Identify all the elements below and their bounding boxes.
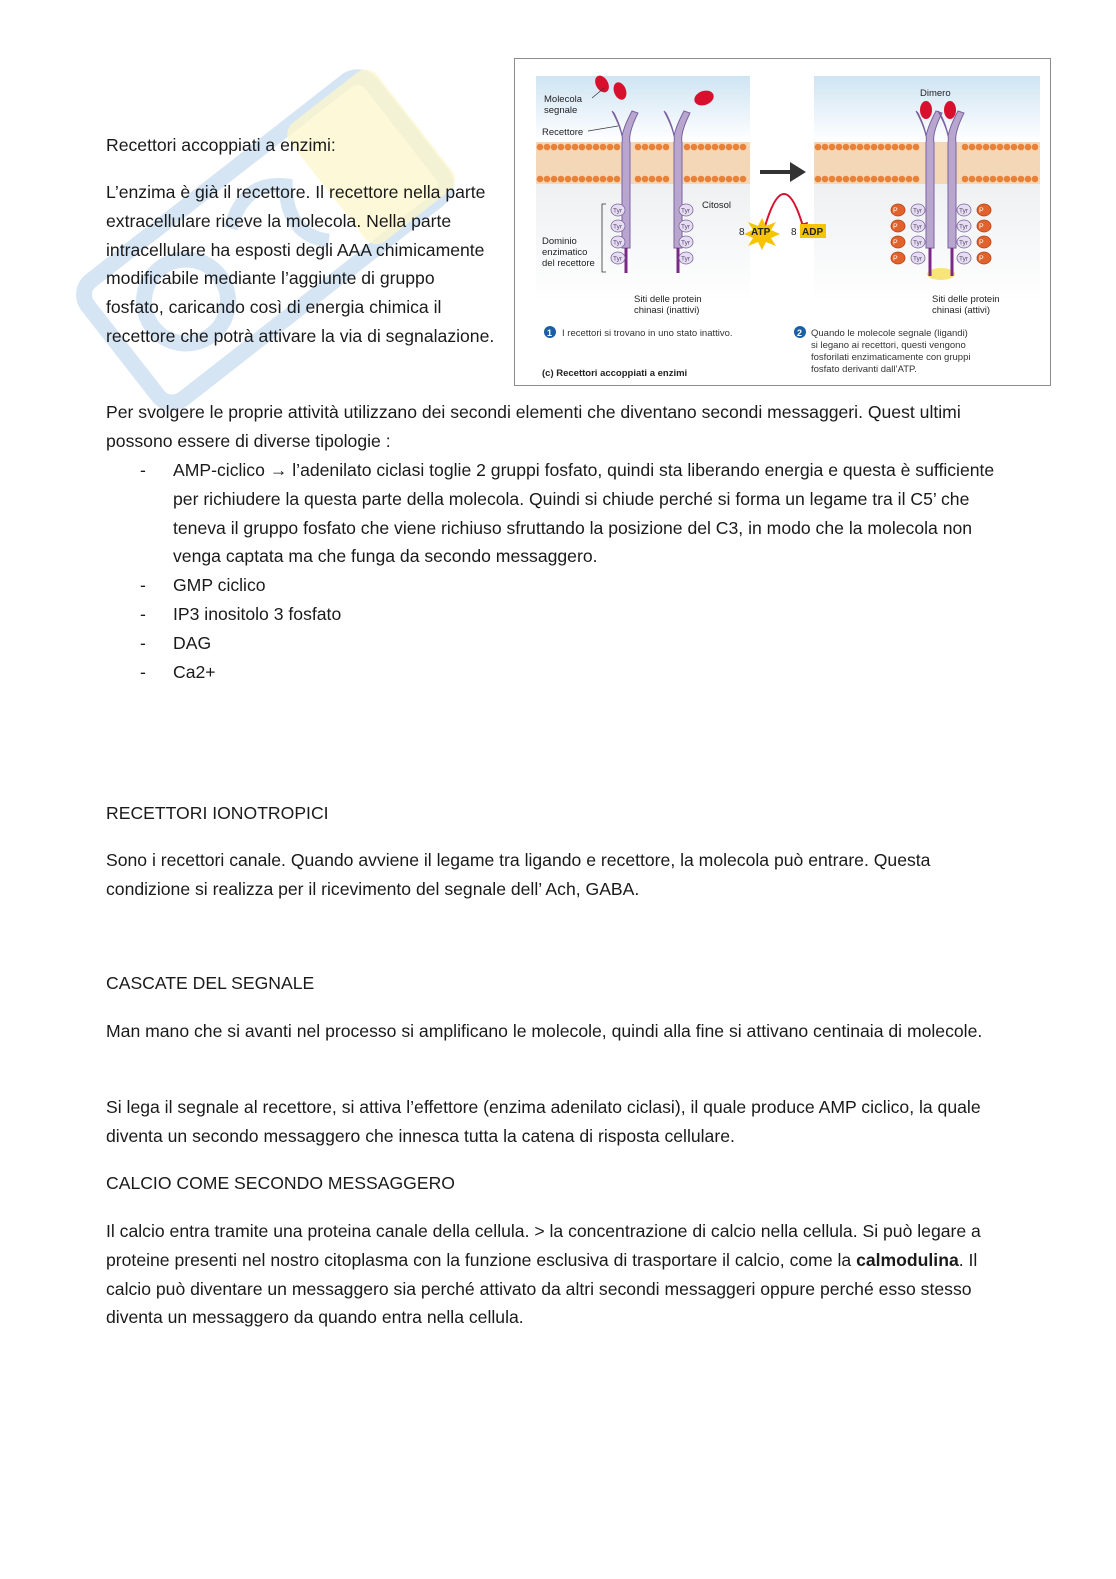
membrane-bead: [829, 144, 836, 151]
membrane-bead: [635, 144, 642, 151]
bubble-label: Tyr: [913, 207, 923, 215]
membrane-bead: [843, 176, 850, 183]
membrane-bead: [656, 144, 663, 151]
membrane-bead: [969, 144, 976, 151]
membrane-bead: [815, 144, 822, 151]
step-2-line-4: fosfato derivanti dall’ATP.: [811, 364, 917, 375]
heading-cascade: CASCATE DEL SEGNALE: [106, 973, 315, 993]
membrane-bead: [705, 176, 712, 183]
membrane-bead: [885, 176, 892, 183]
membrane-bead: [906, 176, 913, 183]
bubble-label: P: [893, 207, 898, 215]
second-messenger-list: [106, 456, 1006, 686]
membrane-bead: [850, 176, 857, 183]
bubble-label: Tyr: [681, 239, 691, 247]
label-domain-2: enzimatico: [542, 247, 588, 258]
membrane-bead: [864, 176, 871, 183]
membrane-bead: [892, 144, 899, 151]
membrane-bead: [642, 144, 649, 151]
membrane-bead: [871, 176, 878, 183]
membrane-bead: [836, 176, 843, 183]
membrane-bead: [565, 144, 572, 151]
bubble-label: P: [979, 207, 984, 215]
bubble-label: Tyr: [613, 239, 623, 247]
bubble-label: P: [979, 255, 984, 263]
membrane-bead: [544, 176, 551, 183]
membrane-bead: [698, 176, 705, 183]
membrane-bead: [607, 176, 614, 183]
membrane-bead: [726, 144, 733, 151]
membrane-bead: [899, 144, 906, 151]
label-sites-inactive-2: chinasi (inattivi): [634, 305, 700, 316]
membrane-bead: [663, 144, 670, 151]
membrane-bead: [691, 144, 698, 151]
membrane-bead: [740, 144, 747, 151]
membrane-bead: [878, 176, 885, 183]
membrane-bead: [705, 144, 712, 151]
membrane-bead: [586, 144, 593, 151]
membrane-bead: [1032, 144, 1039, 151]
bubble-label: Tyr: [681, 255, 691, 263]
membrane-1: [536, 142, 750, 184]
membrane-bead: [586, 176, 593, 183]
membrane-bead: [684, 176, 691, 183]
atp-label: ATP: [751, 227, 771, 238]
list-item: - AMP-ciclico → l’adenilato ciclasi toglie 2 gruppi fosfato, quindi sta liberando energia e questa è sufficiente per richiudere la questa parte della molecola. Quindi si chiude perché si forma un legame tra il C5’ che teneva il gruppo fosfato che viene richiuso sfruttando la posizione del C3, in modo che la molecola non venga captata ma che funga da secondo messaggero.: [140, 460, 995, 567]
membrane-bead: [649, 176, 656, 183]
membrane-bead: [691, 176, 698, 183]
membrane-bead: [1025, 144, 1032, 151]
membrane-bead: [1004, 144, 1011, 151]
bubble-label: Tyr: [959, 207, 969, 215]
bubble-label: Tyr: [959, 239, 969, 247]
membrane-bead: [698, 144, 705, 151]
membrane-bead: [614, 144, 621, 151]
membrane-bead: [969, 176, 976, 183]
membrane-bead: [635, 176, 642, 183]
enzyme-receptor-figure: [514, 58, 1051, 386]
membrane-bead: [906, 144, 913, 151]
membrane-bead: [962, 144, 969, 151]
bubble-label: Tyr: [681, 207, 691, 215]
step-2-number: 2: [797, 328, 803, 338]
adp-count: 8: [791, 227, 797, 238]
membrane-bead: [836, 144, 843, 151]
heading-ionotropic: RECETTORI IONOTROPICI: [106, 803, 329, 823]
membrane-bead: [913, 144, 920, 151]
signal-molecule: [944, 101, 956, 119]
step-2-line-3: fosforilati enzimaticamente con gruppi: [811, 352, 971, 363]
heading-calcium: CALCIO COME SECONDO MESSAGGERO: [106, 1173, 455, 1193]
step-1-number: 1: [547, 328, 553, 338]
label-sites-inactive-1: Siti delle protein: [634, 294, 702, 305]
membrane-bead: [579, 176, 586, 183]
membrane-bead: [537, 176, 544, 183]
membrane-bead: [997, 144, 1004, 151]
membrane-bead: [976, 176, 983, 183]
list-item-text: AMP-ciclico → l’adenilato ciclasi toglie 2 gruppi fosfato, quindi sta liberando energia e questa è sufficiente per richiudere la questa parte della molecola. Quindi si chiude perché si forma un legame tra il C5’ che teneva il gruppo fosfato che viene richiuso sfruttando la posizione del C3, in modo che la molecola non venga captata ma che funga da secondo messaggero.: [173, 460, 995, 567]
calcium-text-after: . Il calcio può diventare un messaggero sia perché attivato da altri secondi messaggeri oppure perché esso stesso diventa un messaggero da quando entra nella cellula.: [106, 1249, 978, 1328]
label-sites-active-1: Siti delle protein: [932, 294, 1000, 305]
bubble-label: Tyr: [613, 207, 623, 215]
bubble-label: Tyr: [613, 223, 623, 231]
membrane-bead: [600, 144, 607, 151]
paragraph-second-messengers: Per svolgere le proprie attività utilizzano dei secondi elementi che diventano secondi messaggeri. Quest ultimi possono essere di diverse tipologie :: [106, 402, 961, 451]
membrane-bead: [551, 144, 558, 151]
membrane-bead: [572, 144, 579, 151]
heading-enzyme-receptors: Recettori accoppiati a enzimi:: [106, 135, 336, 155]
membrane-bead: [656, 176, 663, 183]
membrane-bead: [663, 176, 670, 183]
membrane-bead: [537, 144, 544, 151]
membrane-bead: [913, 176, 920, 183]
membrane-bead: [892, 176, 899, 183]
membrane-bead: [607, 144, 614, 151]
bubble-label: Tyr: [913, 223, 923, 231]
paragraph-cascade-1: Man mano che si avanti nel processo si amplificano le molecole, quindi alla fine si attivano centinaia di molecole.: [106, 1021, 983, 1041]
membrane-bead: [990, 176, 997, 183]
paragraph-calcium: [106, 1217, 1006, 1332]
label-receptor: Recettore: [542, 127, 584, 138]
membrane-bead: [885, 144, 892, 151]
membrane-bead: [684, 144, 691, 151]
membrane-bead: [990, 144, 997, 151]
label-signal-molecule-2: segnale: [544, 105, 578, 116]
membrane-bead: [712, 144, 719, 151]
membrane-bead: [962, 176, 969, 183]
figure-caption: (c) Recettori accoppiati a enzimi: [542, 368, 688, 379]
membrane-bead: [719, 144, 726, 151]
list-item: - Ca2+: [140, 661, 216, 682]
membrane-bead: [593, 144, 600, 151]
membrane-bead: [983, 176, 990, 183]
list-item-text: IP3 inositolo 3 fosfato: [173, 603, 342, 624]
membrane-bead: [600, 176, 607, 183]
membrane-bead: [850, 144, 857, 151]
bubble-label: P: [979, 223, 984, 231]
list-item: - DAG: [140, 632, 212, 653]
membrane-bead: [712, 176, 719, 183]
membrane-bead: [642, 176, 649, 183]
paragraph-ionotropic: Sono i recettori canale. Quando avviene il legame tra ligando e recettore, la molecola può entrare. Questa condizione si realizza per il ricevimento del segnale dell’ Ach, GABA.: [106, 850, 931, 899]
membrane-bead: [1004, 176, 1011, 183]
membrane-bead: [878, 144, 885, 151]
label-domain-1: Dominio: [542, 236, 577, 247]
membrane-bead: [976, 144, 983, 151]
bubble-label: P: [979, 239, 984, 247]
bubble-label: Tyr: [681, 223, 691, 231]
membrane-bead: [740, 176, 747, 183]
paragraph-enzyme-receptors: L’enzima è già il recettore. Il recettore nella parte extracellulare riceve la molecola. Nella parte intracellulare ha esposti degli AAA chimicamente modificabile mediante l’aggiunte di gruppo fosfato, caricando così di energia chimica il recettore che potrà attivare la via di segnalazione.: [106, 182, 495, 346]
step-2-line-2: si legano ai recettori, questi vengono: [811, 340, 966, 351]
membrane-bead: [558, 144, 565, 151]
bubble-label: Tyr: [913, 239, 923, 247]
membrane-bead: [857, 144, 864, 151]
membrane-bead: [579, 144, 586, 151]
membrane-bead: [544, 144, 551, 151]
membrane-bead: [1025, 176, 1032, 183]
label-domain-3: del recettore: [542, 258, 595, 269]
membrane-bead: [733, 176, 740, 183]
membrane-bead: [822, 144, 829, 151]
membrane-bead: [864, 144, 871, 151]
membrane-bead: [1018, 176, 1025, 183]
membrane-bead: [593, 176, 600, 183]
membrane-bead: [857, 176, 864, 183]
paragraph-cascade-2: Si lega il segnale al recettore, si attiva l’effettore (enzima adenilato ciclasi), il quale produce AMP ciclico, la quale diventa un secondo messaggero che innesca tutta la catena di risposta cellulare.: [106, 1097, 981, 1146]
atp-count: 8: [739, 227, 745, 238]
bubble-label: P: [893, 239, 898, 247]
step-1-text: I recettori si trovano in uno stato inattivo.: [562, 328, 733, 339]
bubble-label: Tyr: [959, 255, 969, 263]
membrane-bead: [572, 176, 579, 183]
list-item-text: GMP ciclico: [173, 575, 266, 596]
label-signal-molecule: Molecola: [544, 94, 583, 105]
adp-label: ADP: [802, 227, 824, 238]
membrane-bead: [649, 144, 656, 151]
label-cytosol: Citosol: [702, 200, 732, 211]
calcium-text-before: Il calcio entra tramite una proteina canale della cellula. > la concentrazione di calcio nella cellula. Si può legare a proteine presenti nel nostro citoplasma con la funzione esclusiva di trasportare il calcio, come la: [106, 1221, 981, 1270]
bubble-label: Tyr: [613, 255, 623, 263]
membrane-bead: [551, 176, 558, 183]
membrane-bead: [997, 176, 1004, 183]
membrane-bead: [565, 176, 572, 183]
calmodulin-term: calmodulina: [856, 1249, 959, 1270]
list-item-text: DAG: [173, 632, 212, 653]
label-dimer: Dimero: [920, 88, 951, 99]
membrane-bead: [1032, 176, 1039, 183]
list-item-text: Ca2+: [173, 661, 216, 682]
list-item: - IP3 inositolo 3 fosfato: [140, 603, 342, 624]
membrane-bead: [1011, 176, 1018, 183]
membrane-bead: [558, 176, 565, 183]
bubble-label: P: [893, 223, 898, 231]
membrane-bead: [899, 176, 906, 183]
membrane-bead: [719, 176, 726, 183]
membrane-bead: [822, 176, 829, 183]
bubble-label: Tyr: [913, 255, 923, 263]
membrane-bead: [733, 144, 740, 151]
membrane-bead: [815, 176, 822, 183]
membrane-bead: [843, 144, 850, 151]
membrane-bead: [829, 176, 836, 183]
membrane-bead: [614, 176, 621, 183]
membrane-bead: [1011, 144, 1018, 151]
membrane-bead: [726, 176, 733, 183]
membrane-bead: [871, 144, 878, 151]
label-sites-active-2: chinasi (attivi): [932, 305, 991, 316]
membrane-bead: [983, 144, 990, 151]
membrane-bead: [1018, 144, 1025, 151]
list-item: - GMP ciclico: [140, 575, 266, 596]
signal-molecule: [920, 101, 932, 119]
bubble-label: P: [893, 255, 898, 263]
step-2-line-1: Quando le molecole segnale (ligandi): [811, 328, 968, 339]
bubble-label: Tyr: [959, 223, 969, 231]
